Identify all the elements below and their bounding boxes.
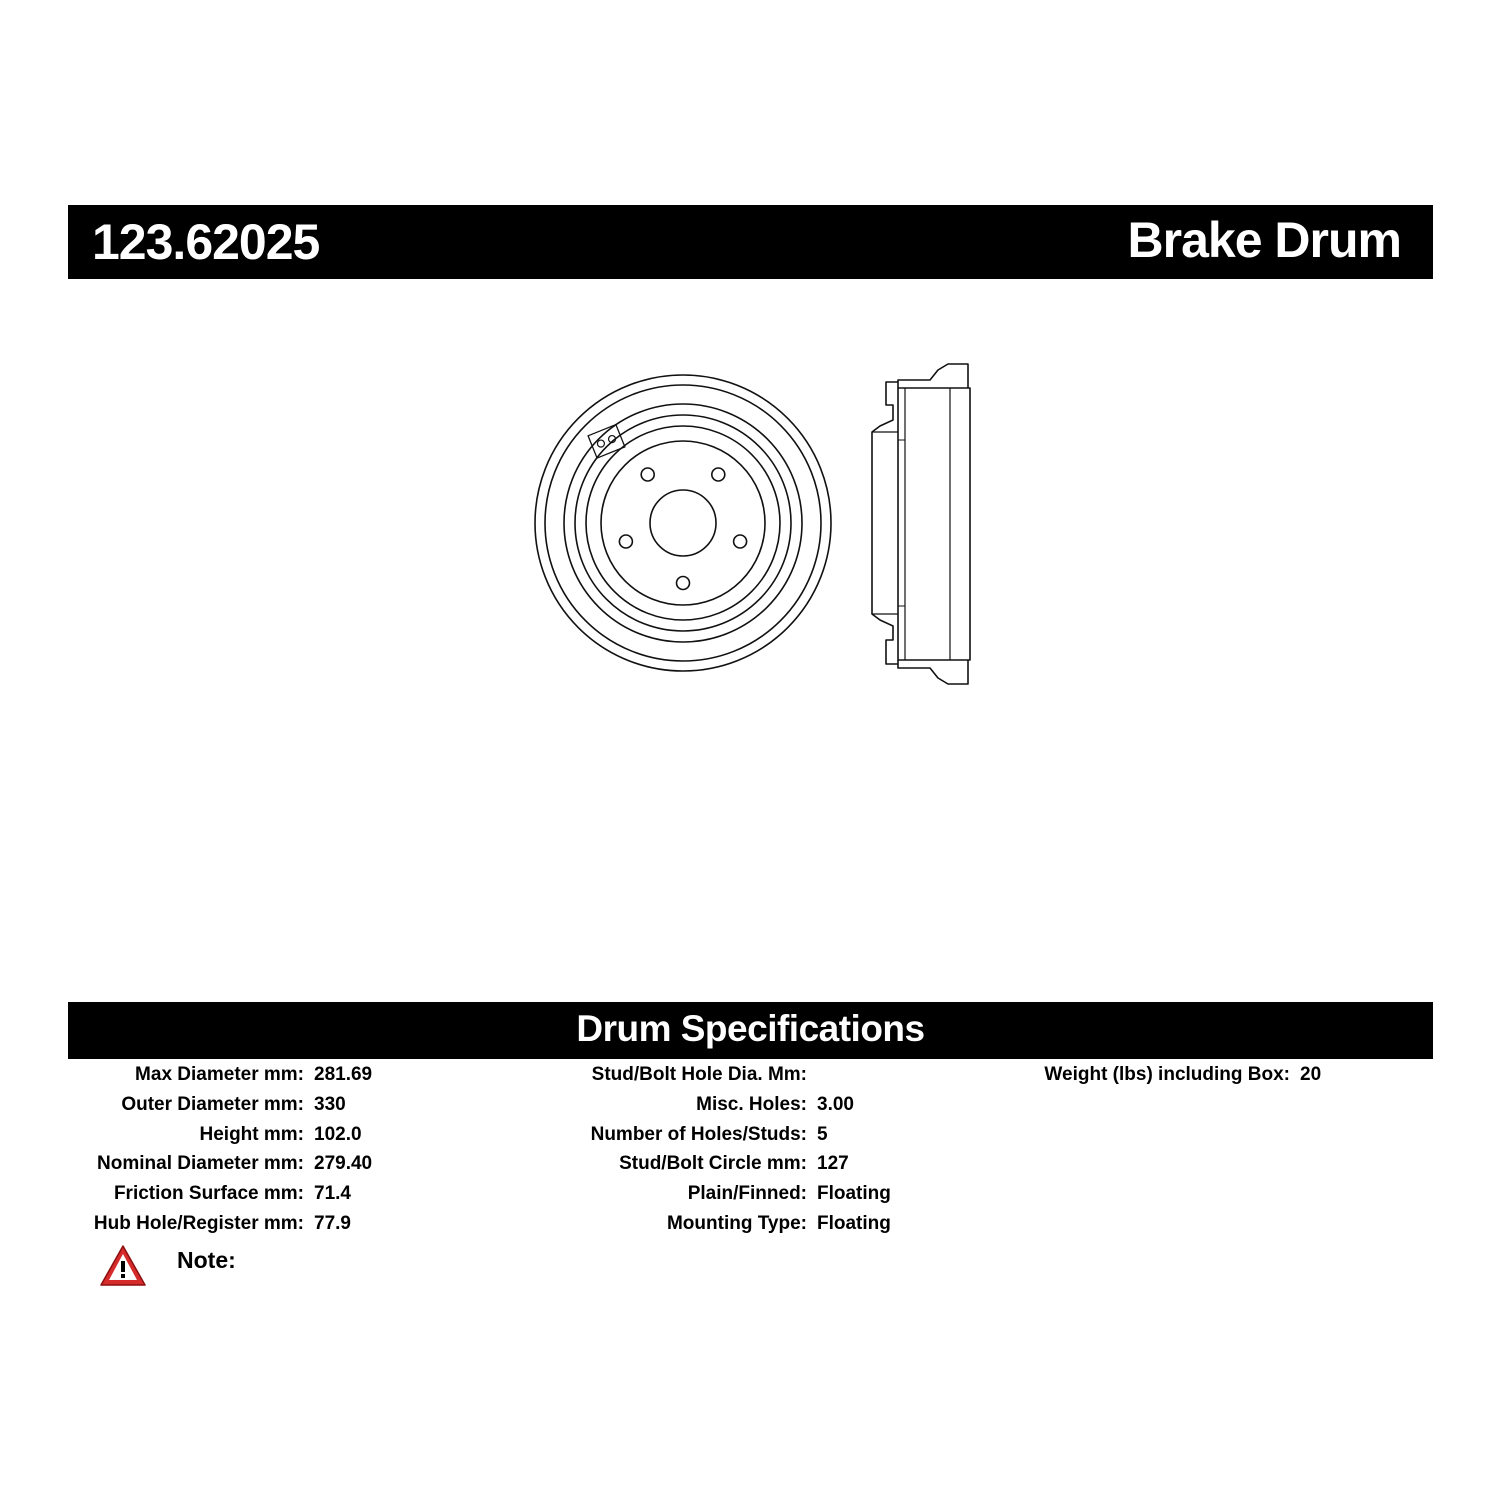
spec-value: 5 — [817, 1123, 828, 1145]
spec-label: Mounting Type: — [666, 1212, 807, 1234]
spec-row — [4, 1123, 362, 1154]
spec-row — [507, 1153, 849, 1183]
spec-value: 71.4 — [314, 1183, 351, 1205]
spec-value: 279.40 — [314, 1153, 373, 1175]
spec-row — [4, 1183, 351, 1213]
warning-triangle-icon — [98, 1243, 148, 1289]
spec-label: Hub Hole/Register mm: — [93, 1212, 304, 1234]
spec-label: Number of Holes/Studs: — [590, 1123, 807, 1145]
note-label: Note: — [177, 1247, 236, 1273]
spec-row — [4, 1064, 373, 1094]
spec-label: Plain/Finned: — [687, 1183, 807, 1205]
spec-label: Weight (lbs) including Box: — [1044, 1064, 1290, 1085]
spec-row — [507, 1183, 891, 1213]
spec-label: Stud/Bolt Circle mm: — [619, 1153, 807, 1175]
stud-hole — [677, 577, 690, 590]
spec-label: Height mm: — [199, 1123, 304, 1145]
stud-hole — [734, 535, 747, 548]
hub-face-outer-circle — [586, 426, 780, 620]
spec-value: 281.69 — [314, 1064, 373, 1085]
drum-bottom-lip — [898, 660, 968, 684]
drum-body-outline — [898, 388, 970, 660]
spec-value: Floating — [817, 1212, 891, 1234]
part-number: 123.62025 — [92, 214, 320, 270]
spec-label: Max Diameter mm: — [135, 1064, 304, 1085]
doc-type-title: Brake Drum — [1127, 212, 1401, 268]
drum-hub-flange — [872, 382, 898, 664]
specs-title: Drum Specifications — [576, 1008, 925, 1049]
drum-top-lip — [898, 364, 968, 388]
spec-row — [507, 1123, 828, 1154]
hub-face-inner-circle — [601, 441, 765, 605]
outer-rim-circle — [535, 375, 831, 671]
note-row — [98, 1243, 498, 1289]
specs-column-dimensions — [4, 1064, 373, 1243]
spec-label: Stud/Bolt Hole Dia. Mm: — [591, 1064, 807, 1085]
friction-ring-inner-circle — [575, 415, 791, 631]
spec-value: 77.9 — [314, 1212, 351, 1234]
spec-row — [507, 1212, 891, 1243]
hub-hole-circle — [650, 490, 716, 556]
spec-value: 330 — [314, 1093, 346, 1115]
stud-hole — [641, 468, 654, 481]
stud-hole — [712, 468, 725, 481]
spec-row — [4, 1212, 351, 1243]
spec-row — [990, 1064, 1322, 1094]
spec-row — [4, 1093, 346, 1124]
stud-hole — [619, 535, 632, 548]
spec-value: 3.00 — [817, 1093, 854, 1115]
spec-label: Friction Surface mm: — [113, 1183, 304, 1205]
spec-row — [507, 1093, 854, 1124]
spec-label: Outer Diameter mm: — [121, 1093, 304, 1115]
misc-hole-feature — [588, 425, 625, 458]
specs-column-mounting — [507, 1064, 891, 1243]
drum-front-view — [535, 375, 831, 671]
drum-side-view — [872, 364, 970, 684]
specs-bar — [68, 1002, 1433, 1059]
stud-holes — [619, 468, 746, 590]
spec-row — [4, 1153, 373, 1183]
spec-row — [507, 1064, 807, 1094]
spec-label: Misc. Holes: — [696, 1093, 807, 1115]
spec-value: 102.0 — [314, 1123, 362, 1145]
specs-column-weight — [990, 1064, 1322, 1094]
spec-value: Floating — [817, 1183, 891, 1205]
spec-value: 20 — [1300, 1064, 1322, 1085]
spec-value: 127 — [817, 1153, 849, 1175]
spec-label: Nominal Diameter mm: — [97, 1153, 304, 1175]
